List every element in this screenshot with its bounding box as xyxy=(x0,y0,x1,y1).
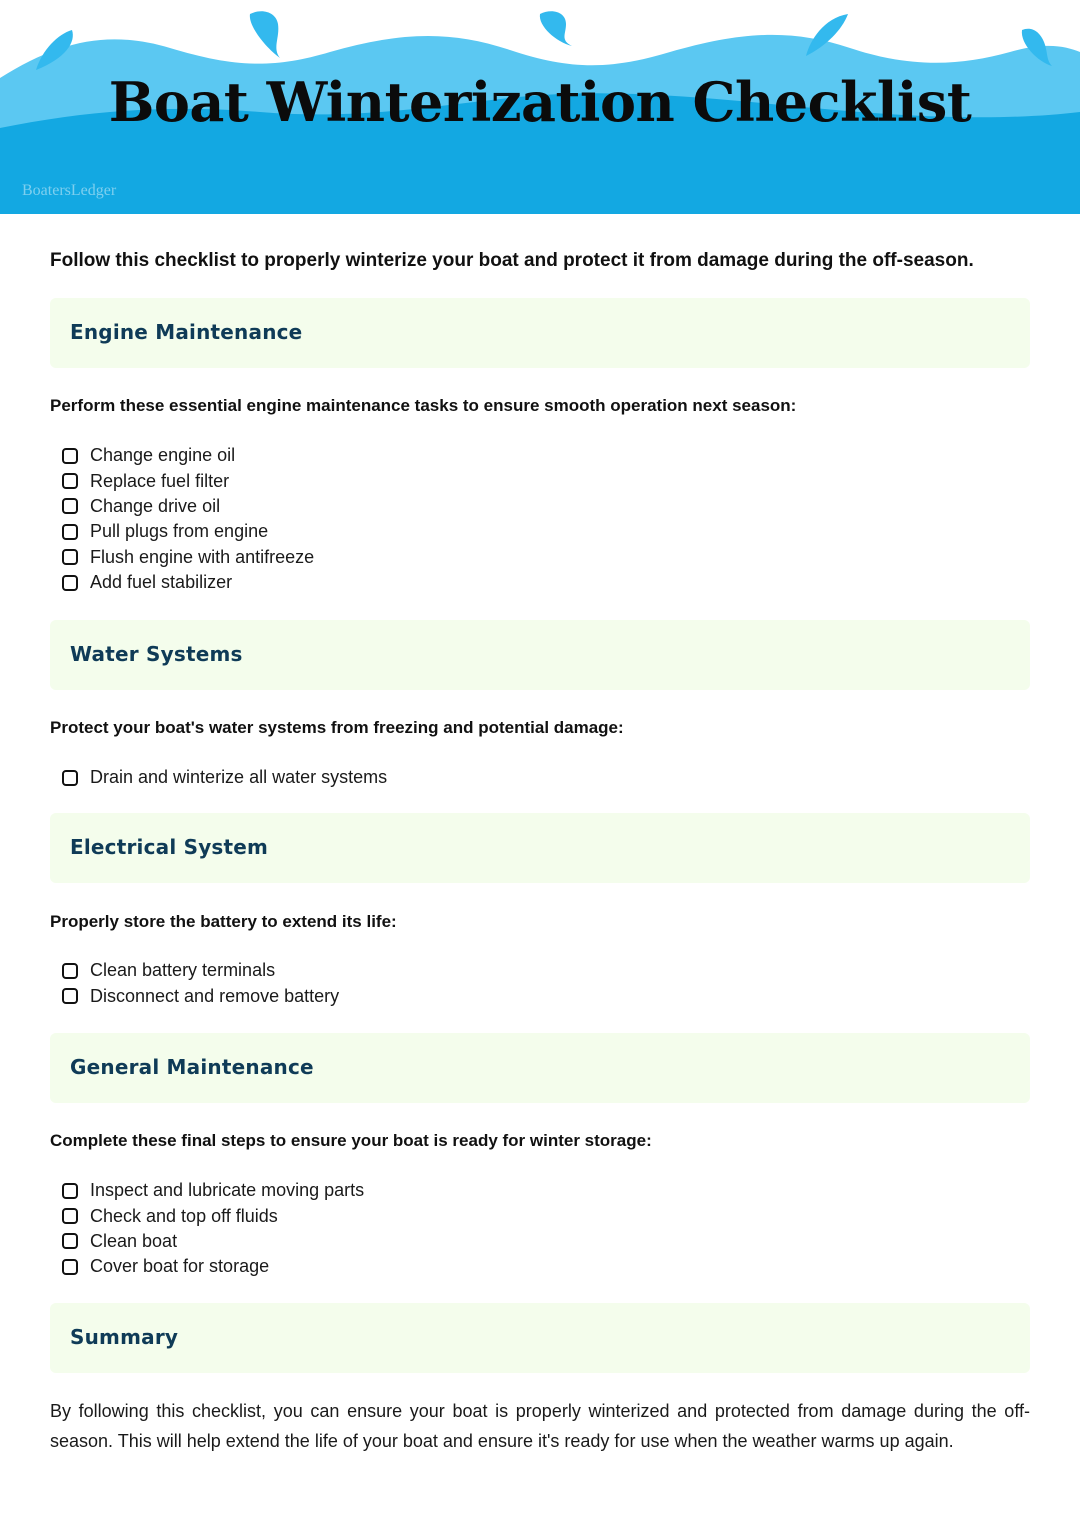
checklist-item-label: Pull plugs from engine xyxy=(90,521,269,542)
section-title: General Maintenance xyxy=(70,1055,314,1079)
checklist-item xyxy=(62,765,387,790)
summary-text: By following this checklist, you can ensure your boat is properly winterized and protected from damage during the off-season. This will help extend the life of your boat and ensure it's ready for use when the weather warms up again. xyxy=(50,1401,1030,1451)
checkbox[interactable] xyxy=(62,1259,78,1275)
checklist-item xyxy=(62,468,314,493)
section-description: Properly store the battery to extend its life: xyxy=(50,912,397,931)
checkbox[interactable] xyxy=(62,1233,78,1249)
brand-watermark: BoatersLedger xyxy=(22,182,117,199)
checklist-item xyxy=(62,1178,364,1203)
checklist-item-label: Disconnect and remove battery xyxy=(90,985,340,1006)
section-header-engine xyxy=(50,298,1030,368)
checklist-item-label: Replace fuel filter xyxy=(90,470,230,491)
checklist-item xyxy=(62,1229,364,1254)
checkbox[interactable] xyxy=(62,575,78,591)
checklist-water xyxy=(62,765,387,790)
checklist-item xyxy=(62,519,314,544)
checklist-item-label: Change engine oil xyxy=(90,445,236,466)
section-header-general xyxy=(50,1033,1030,1103)
section-title: Summary xyxy=(70,1325,179,1349)
checklist-item-label: Add fuel stabilizer xyxy=(90,572,233,593)
section-header-electrical xyxy=(50,813,1030,883)
checklist-item xyxy=(62,494,314,519)
checkbox[interactable] xyxy=(62,1183,78,1199)
checklist-item-label: Cover boat for storage xyxy=(90,1256,270,1277)
checkbox[interactable] xyxy=(62,549,78,565)
checklist-item-label: Drain and winterize all water systems xyxy=(90,767,388,788)
checklist-item-label: Clean boat xyxy=(90,1230,178,1251)
checkbox[interactable] xyxy=(62,448,78,464)
checkbox[interactable] xyxy=(62,1208,78,1224)
section-title: Engine Maintenance xyxy=(70,320,303,344)
checkbox[interactable] xyxy=(62,498,78,514)
checkbox[interactable] xyxy=(62,988,78,1004)
checkbox[interactable] xyxy=(62,473,78,489)
checklist-item-label: Check and top off fluids xyxy=(90,1205,278,1226)
checklist-item-label: Inspect and lubricate moving parts xyxy=(90,1180,365,1201)
checklist-electrical xyxy=(62,958,339,1009)
checkbox[interactable] xyxy=(62,963,78,979)
section-description: Perform these essential engine maintenance tasks to ensure smooth operation next season: xyxy=(50,396,797,415)
checklist-item xyxy=(62,1203,364,1228)
section-header-summary xyxy=(50,1303,1030,1373)
checklist-item-label: Flush engine with antifreeze xyxy=(90,546,315,567)
header-banner xyxy=(0,0,1080,214)
section-header-water xyxy=(50,620,1030,690)
checklist-general xyxy=(62,1178,364,1280)
section-title: Electrical System xyxy=(70,835,269,859)
checkbox[interactable] xyxy=(62,524,78,540)
page-title: Boat Winterization Checklist xyxy=(108,70,972,134)
checklist-item-label: Change drive oil xyxy=(90,495,221,516)
checklist-engine xyxy=(62,443,314,595)
checklist-item xyxy=(62,545,314,570)
section-description: Protect your boat's water systems from freezing and potential damage: xyxy=(50,718,624,737)
checkbox[interactable] xyxy=(62,770,78,786)
checklist-item xyxy=(62,1254,364,1279)
checklist-item xyxy=(62,983,339,1008)
section-title: Water Systems xyxy=(70,642,243,666)
intro-text: Follow this checklist to properly winterize your boat and protect it from damage during the off-season. xyxy=(50,250,974,271)
section-description: Complete these final steps to ensure your boat is ready for winter storage: xyxy=(50,1131,652,1150)
checklist-item-label: Clean battery terminals xyxy=(90,960,276,981)
checklist-item xyxy=(62,958,339,983)
checklist-item xyxy=(62,443,314,468)
checklist-item xyxy=(62,570,314,595)
